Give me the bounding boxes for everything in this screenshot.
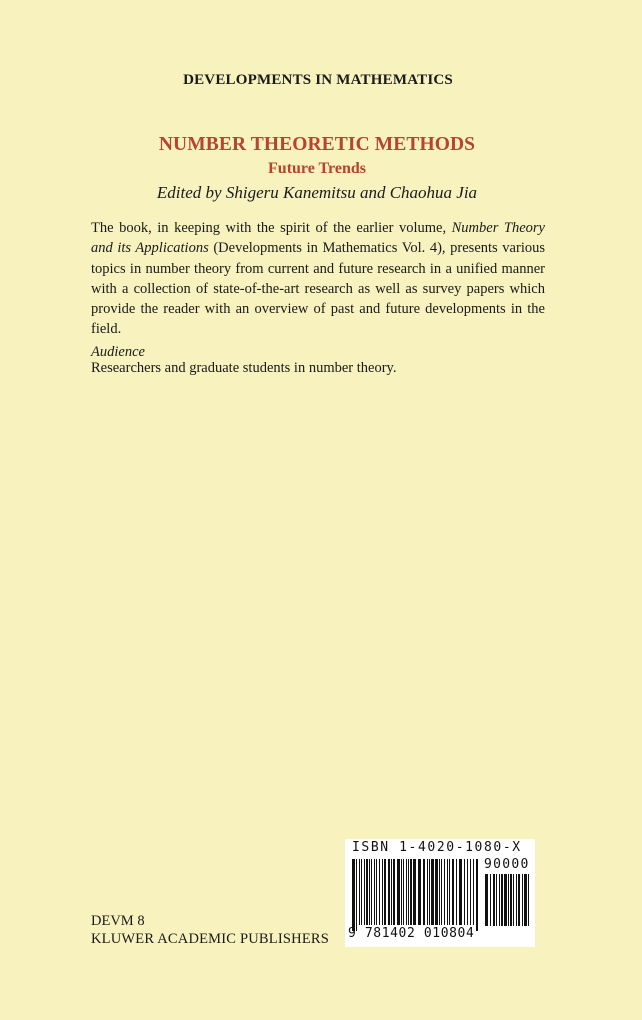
barcode-bar [356,859,357,931]
book-title: NUMBER THEORETIC METHODS [158,134,476,155]
audience-heading: Audience [91,344,145,360]
barcode-bar [388,859,390,925]
description-part-2: (Developments in Mathematics Vol. 4), presents various topics in number theory from current and future research in a unified manner with a collection of state-of-the-art research as well as survey papers which provide the reader with an overview of past and future developments in the field. [91,240,545,338]
barcode-bar [371,859,372,925]
book-editors: Edited by Shigeru Kanemitsu and Chaohua Jia [156,183,478,202]
barcode-bar [447,859,448,925]
barcode-bar [366,859,368,925]
isbn-label: ISBN 1-4020-1080-X [352,840,522,855]
barcode-bar [464,859,465,925]
barcode-bar [490,874,491,926]
barcode-bar [376,859,377,925]
barcode-bar [401,859,402,925]
barcode-bar [470,859,471,925]
ean-digits: 9 781402 010804 [348,926,475,941]
barcode-bar [476,859,478,931]
barcode-bar [397,859,400,925]
barcode-bar [379,859,380,925]
barcode-bar [467,859,468,925]
barcode-bar [369,859,370,925]
barcode-bar [429,859,430,925]
book-description [91,218,545,340]
barcode-bar [508,874,509,926]
barcode-bar [496,874,497,926]
barcode-bar [439,859,440,925]
barcode-bar [516,874,517,926]
series-name: DEVELOPMENTS IN MATHEMATICS [183,72,453,88]
barcode-bar [410,859,412,925]
barcode-bar [413,859,416,925]
price-addon-barcode-icon [484,874,532,926]
audience-text: Researchers and graduate students in number theory. [91,360,397,376]
publisher-name: KLUWER ACADEMIC PUBLISHERS [91,931,330,947]
barcode-bar [384,859,386,925]
barcode-bar [473,859,474,925]
barcode-bar [449,859,450,925]
barcode-bar [391,859,392,925]
barcode-bar [435,859,438,925]
barcode-bar [361,859,362,925]
barcode-bar [510,874,512,926]
barcode-bar [427,859,428,925]
barcode-bar [444,859,445,925]
barcode-bar [513,874,514,926]
barcode-bar [459,859,462,925]
barcode-bar [499,874,500,926]
barcode-bar [359,859,360,925]
barcode-bar [485,874,488,926]
book-subtitle: Future Trends [268,160,366,177]
barcode-bar [522,874,523,926]
barcode-bar [352,859,355,931]
barcode-bar [403,859,404,925]
barcode-bar [406,859,407,925]
barcode-bar [408,859,409,925]
barcode-bar [518,874,520,926]
barcode-bar [382,859,383,925]
price-code: 90000 [484,857,530,872]
barcode-bar [423,859,425,925]
barcode-bar [493,874,495,926]
barcode-bar [393,859,395,925]
barcode-panel [345,839,535,947]
barcode-bar [524,874,527,926]
barcode-bar [504,874,507,926]
barcode-bar [452,859,454,925]
barcode-bar [501,874,503,926]
barcode-bar [374,859,375,925]
ean-barcode-icon [351,859,479,931]
description-referenced-title: Number Theory and its Applications [91,220,545,257]
barcode-bar [418,859,421,925]
barcode-bar [364,859,365,925]
barcode-bar [441,859,442,925]
barcode-bar [456,859,457,925]
barcode-bar [528,874,529,926]
description-part-1: The book, in keeping with the spirit of the earlier volume, [91,220,452,236]
barcode-bar [431,859,434,925]
volume-code: DEVM 8 [91,913,145,929]
